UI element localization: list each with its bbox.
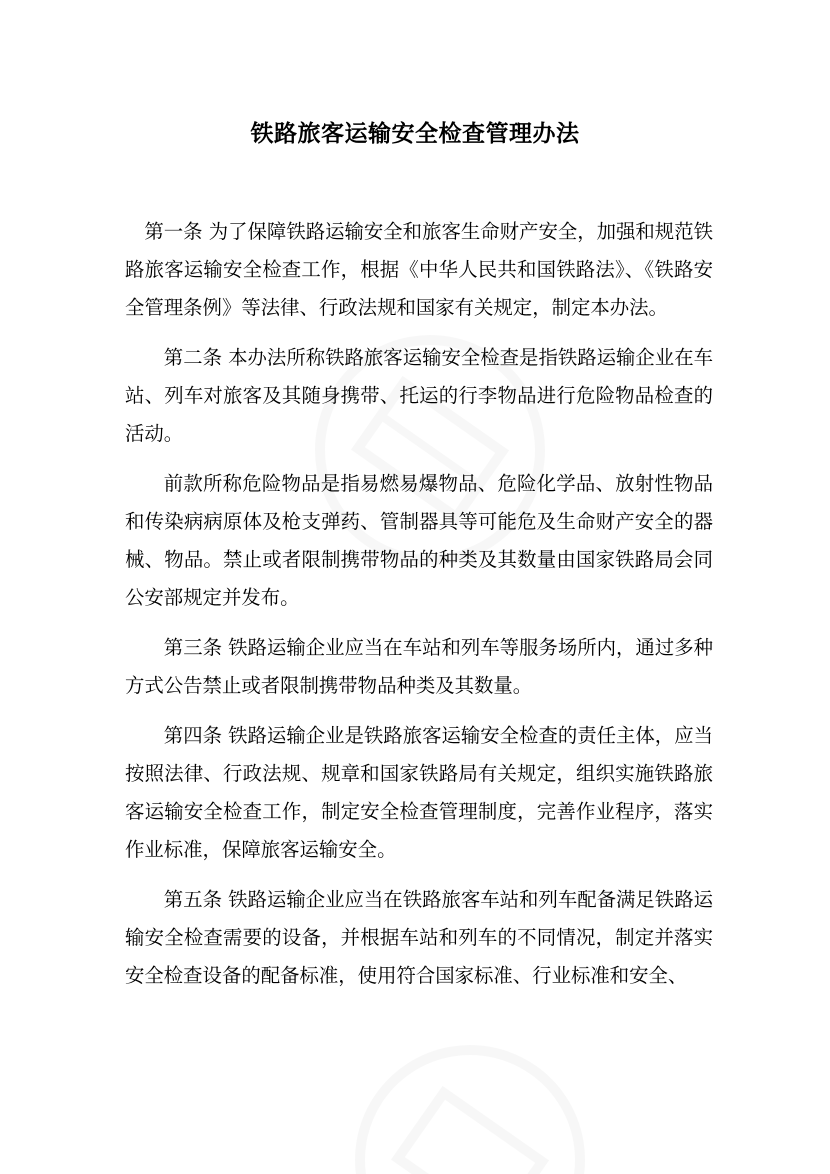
watermark-stamp-icon [289,979,651,1174]
paragraph-article-2: 第二条 本办法所称铁路旅客运输安全检查是指铁路运输企业在车站、列车对旅客及其随身携带、托运的行李物品进行危险物品检查的活动。 [125,346,713,445]
paragraph-article-5: 第五条 铁路运输企业应当在铁路旅客车站和列车配备满足铁路运输安全检查需要的设备，并根据车站和列车的不同情况，制定并落实安全检查设备的配备标准，使用符合国家标准、行业标准和安全、 [125,888,713,987]
paragraph-article-2-definition: 前款所称危险物品是指易燃易爆物品、危险化学品、放射性物品和传染病病原体及枪支弹药、管制器具等可能危及生命财产安全的器械、物品。禁止或者限制携带物品的种类及其数量由国家铁路局会同公安部规定并发布。 [125,472,713,609]
document-title: 铁路旅客运输安全检查管理办法 [250,121,580,147]
paragraph-article-1: 第一条 为了保障铁路运输安全和旅客生命财产安全，加强和规范铁路旅客运输安全检查工作，根据《中华人民共和国铁路法》、《铁路安全管理条例》等法律、行政法规和国家有关规定，制定本办法。 [125,220,713,319]
paragraph-article-4: 第四条 铁路运输企业是铁路旅客运输安全检查的责任主体，应当按照法律、行政法规、规章和国家铁路局有关规定，组织实施铁路旅客运输安全检查工作，制定安全检查管理制度，完善作业程序，落实作业标准，保障旅客运输安全。 [125,724,713,861]
paragraph-article-3: 第三条 铁路运输企业应当在车站和列车等服务场所内，通过多种方式公告禁止或者限制携带物品种类及其数量。 [125,636,713,697]
document-body [125,213,713,995]
